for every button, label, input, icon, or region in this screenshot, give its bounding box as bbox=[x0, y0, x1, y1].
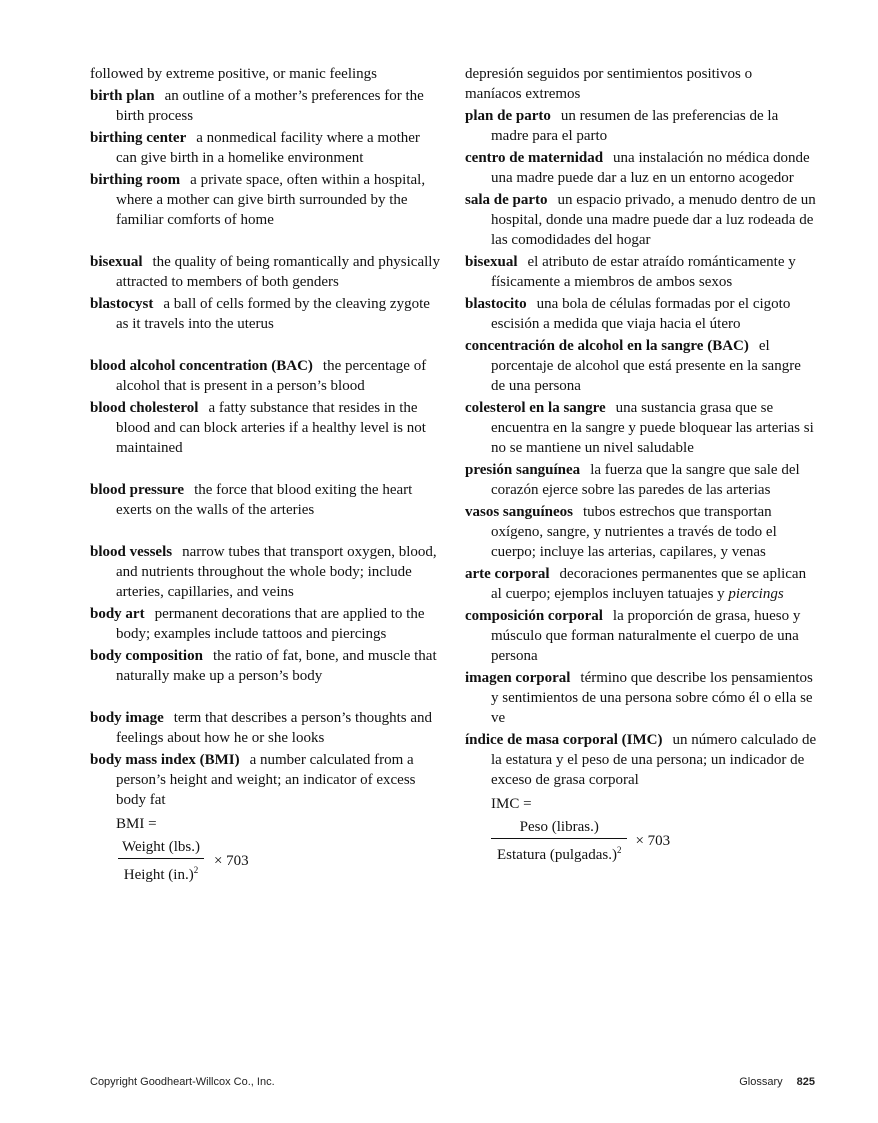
entry-term: bisexual bbox=[90, 254, 143, 270]
entry-definition: la proporción de grasa, hueso y músculo que forman naturalmente el cuerpo de una persona bbox=[491, 608, 801, 664]
entry-term: plan de parto bbox=[465, 108, 551, 124]
entry-definition: permanent decorations that are applied to the body; examples include tattoos and piercings bbox=[116, 606, 425, 642]
entry-term: centro de maternidad bbox=[465, 150, 604, 166]
formula-exponent: 2 bbox=[193, 865, 199, 875]
imc-formula bbox=[465, 794, 817, 864]
entry-term: birthing room bbox=[90, 172, 181, 188]
glossary-entry bbox=[90, 708, 440, 748]
entry-definition: término que describe los pensamientos y sentimientos de una persona sobre cómo él o ella se ve bbox=[491, 670, 813, 726]
formula-numerator: Weight (lbs.) bbox=[122, 839, 200, 855]
glossary-entry bbox=[465, 294, 817, 334]
formula-label: IMC = bbox=[491, 796, 532, 812]
entry-definition-italic: piercings bbox=[728, 586, 784, 602]
entry-definition: an outline of a mother’s preferences for the birth process bbox=[116, 88, 424, 124]
entry-term: bisexual bbox=[465, 254, 518, 270]
spanish-column bbox=[465, 64, 817, 864]
entry-term: blood cholesterol bbox=[90, 400, 199, 416]
entry-term: body art bbox=[90, 606, 145, 622]
glossary-entry bbox=[90, 750, 440, 810]
glossary-entry bbox=[465, 398, 817, 458]
glossary-entry bbox=[465, 252, 817, 292]
entry-term: blood vessels bbox=[90, 544, 173, 560]
entry-term: birthing center bbox=[90, 130, 187, 146]
formula-fraction bbox=[116, 838, 206, 884]
entry-definition: un resumen de las preferencias de la madre para el parto bbox=[491, 108, 779, 144]
formula-denominator: Estatura (pulgadas.)$^2$ bbox=[491, 838, 627, 864]
glossary-entry bbox=[90, 294, 440, 334]
glossary-entry bbox=[90, 128, 440, 168]
glossary-entry bbox=[465, 564, 817, 604]
glossary-entry bbox=[90, 542, 440, 602]
entry-definition: a fatty substance that resides in the blood and can block arteries if a healthy level is not maintained bbox=[116, 400, 426, 456]
continuation-text: followed by extreme positive, or manic feelings bbox=[90, 66, 377, 82]
entry-definition: the percentage of alcohol that is present in a person’s blood bbox=[116, 358, 427, 394]
entry-definition: decoraciones permanentes que se aplican al cuerpo; ejemplos incluyen tatuajes y bbox=[491, 566, 807, 602]
formula-label: BMI = bbox=[116, 816, 157, 832]
entry-term: colesterol en la sangre bbox=[465, 400, 606, 416]
entry-term: birth plan bbox=[90, 88, 155, 104]
glossary-entry bbox=[90, 480, 440, 520]
glossary-entry bbox=[90, 86, 440, 126]
entry-term: vasos sanguíneos bbox=[465, 504, 573, 520]
entry-term: body image bbox=[90, 710, 164, 726]
entry-term: blastocyst bbox=[90, 296, 154, 312]
footer-copyright: Copyright Goodheart-Willcox Co., Inc. bbox=[90, 1076, 275, 1088]
entry-definition: narrow tubes that transport oxygen, blood, and nutrients throughout the whole body; include arteries, capillaries, and veins bbox=[116, 544, 437, 600]
glossary-entry bbox=[90, 252, 440, 292]
entry-definition: un espacio privado, a menudo dentro de un hospital, donde una madre puede dar a luz rodeada de las comodidades del hogar bbox=[491, 192, 816, 248]
glossary-entry bbox=[90, 398, 440, 458]
entry-term: presión sanguínea bbox=[465, 462, 581, 478]
glossary-entry bbox=[465, 190, 817, 250]
glossary-entry bbox=[465, 460, 817, 500]
entry-definition: a ball of cells formed by the cleaving zygote as it travels into the uterus bbox=[116, 296, 430, 332]
glossary-entry bbox=[465, 606, 817, 666]
entry-definition: a number calculated from a person’s height and weight; an indicator of excess body fat bbox=[116, 752, 416, 808]
entry-definition: tubos estrechos que transportan oxígeno, sangre, y nutrientes a través de todo el cuerpo; incluye las arterias, capilares, y venas bbox=[491, 504, 777, 560]
entry-term: arte corporal bbox=[465, 566, 550, 582]
entry-term: body composition bbox=[90, 648, 203, 664]
entry-definition: la fuerza que la sangre que sale del corazón ejerce sobre las paredes de las arterias bbox=[491, 462, 800, 498]
entry-definition: una sustancia grasa que se encuentra en la sangre y puede bloquear las arterias si no se mantiene un nivel saludable bbox=[491, 400, 814, 456]
entry-definition: the force that blood exiting the heart exerts on the walls of the arteries bbox=[116, 482, 413, 518]
footer-section: Glossary bbox=[739, 1076, 783, 1088]
entry-definition: el porcentaje de alcohol que está presente en la sangre de una persona bbox=[491, 338, 801, 394]
glossary-entry bbox=[90, 356, 440, 396]
glossary-entry bbox=[465, 106, 817, 146]
entry-definition: el atributo de estar atraído románticamente y físicamente a miembros de ambos sexos bbox=[491, 254, 796, 290]
footer-page-info bbox=[739, 1076, 815, 1088]
bmi-formula bbox=[90, 814, 440, 884]
entry-definition: the ratio of fat, bone, and muscle that naturally make up a person’s body bbox=[116, 648, 437, 684]
entry-definition: un número calculado de la estatura y el peso de una persona; un indicador de exceso de grasa corporal bbox=[491, 732, 817, 788]
entry-definition: una instalación no médica donde una madre puede dar a luz en un entorno acogedor bbox=[491, 150, 810, 186]
formula-multiplier: × 703 bbox=[635, 832, 671, 849]
entry-definition: una bola de células formadas por el cigoto escisión a medida que viaja hacia el útero bbox=[491, 296, 791, 332]
entry-term: concentración de alcohol en la sangre (BAC) bbox=[465, 338, 749, 354]
continuation-text: depresión seguidos por sentimientos positivos o maníacos extremos bbox=[465, 66, 753, 102]
glossary-entry bbox=[90, 604, 440, 644]
entry-definition: a nonmedical facility where a mother can give birth in a homelike environment bbox=[116, 130, 420, 166]
entry-term: imagen corporal bbox=[465, 670, 571, 686]
formula-numerator: Peso (libras.) bbox=[519, 819, 599, 835]
entry-term: blood alcohol concentration (BAC) bbox=[90, 358, 313, 374]
entry-term: blastocito bbox=[465, 296, 527, 312]
entry-definition: a private space, often within a hospital, where a mother can give birth surrounded by the familiar comforts of home bbox=[116, 172, 426, 228]
formula-fraction bbox=[491, 818, 627, 864]
entry-term: composición corporal bbox=[465, 608, 603, 624]
glossary-entry bbox=[465, 502, 817, 562]
formula-exponent: 2 bbox=[616, 845, 622, 855]
entry-term: body mass index (BMI) bbox=[90, 752, 240, 768]
glossary-entry bbox=[465, 730, 817, 790]
english-column bbox=[90, 64, 440, 884]
glossary-entry bbox=[465, 336, 817, 396]
glossary-entry bbox=[465, 148, 817, 188]
entry-definition: the quality of being romantically and physically attracted to members of both genders bbox=[116, 254, 440, 290]
entry-definition: term that describes a person’s thoughts and feelings about how he or she looks bbox=[116, 710, 433, 746]
entry-term: sala de parto bbox=[465, 192, 548, 208]
glossary-entry bbox=[90, 170, 440, 230]
entry-term: índice de masa corporal (IMC) bbox=[465, 732, 663, 748]
page-number: 825 bbox=[796, 1076, 815, 1088]
glossary-entry bbox=[90, 646, 440, 686]
formula-multiplier: × 703 bbox=[213, 852, 249, 869]
formula-denominator: Height $(in.)^2$ bbox=[118, 858, 204, 884]
entry-term: blood pressure bbox=[90, 482, 185, 498]
glossary-entry bbox=[465, 668, 817, 728]
